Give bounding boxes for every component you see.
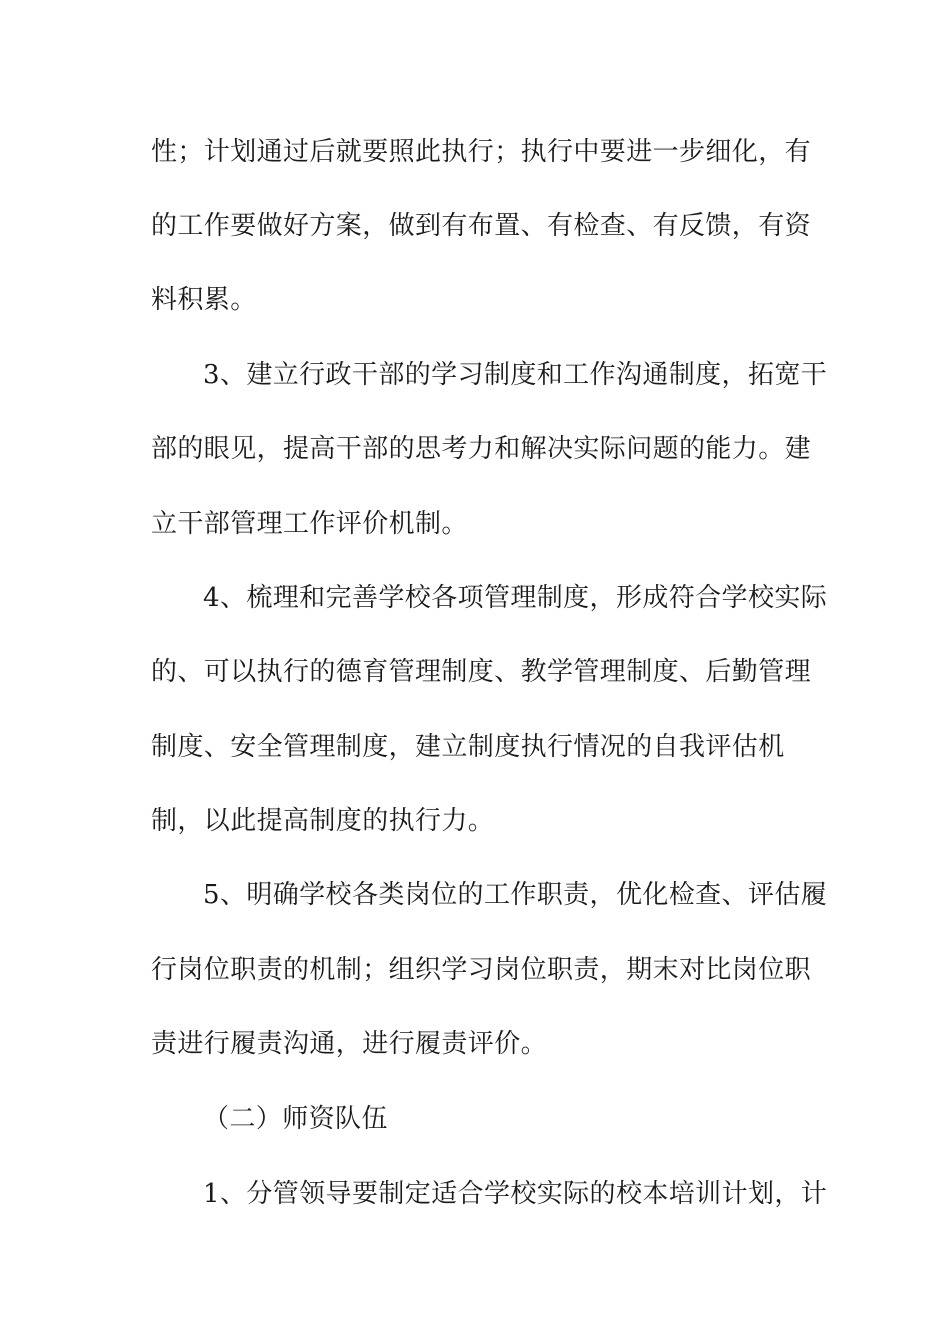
text-line: 的、可以执行的德育管理制度、教学管理制度、后勤管理 <box>151 657 812 687</box>
text-line: 料积累。 <box>151 285 257 315</box>
text-line: 5、明确学校各类岗位的工作职责，优化检查、评估履 <box>203 880 828 910</box>
text-line: 部的眼见，提高干部的思考力和解决实际问题的能力。建 <box>151 434 812 464</box>
text-line: 3、建立行政干部的学习制度和工作沟通制度，拓宽干 <box>203 360 828 390</box>
text-line: 制，以此提高制度的执行力。 <box>151 806 495 836</box>
text-line: 的工作要做好方案，做到有布置、有检查、有反馈，有资 <box>151 211 812 241</box>
text-line: 1、分管领导要制定适合学校实际的校本培训计划，计 <box>203 1179 828 1209</box>
text-line: 行岗位职责的机制；组织学习岗位职责，期末对比岗位职 <box>151 955 812 985</box>
text-line: 性；计划通过后就要照此执行；执行中要进一步细化，有 <box>151 137 812 167</box>
section-heading: （二）师资队伍 <box>203 1104 388 1134</box>
text-line: 4、梳理和完善学校各项管理制度，形成符合学校实际 <box>203 583 828 613</box>
text-line: 责进行履责沟通，进行履责评价。 <box>151 1029 548 1059</box>
text-line: 制度、安全管理制度，建立制度执行情况的自我评估机 <box>151 732 785 762</box>
text-line: 立干部管理工作评价机制。 <box>151 509 468 539</box>
